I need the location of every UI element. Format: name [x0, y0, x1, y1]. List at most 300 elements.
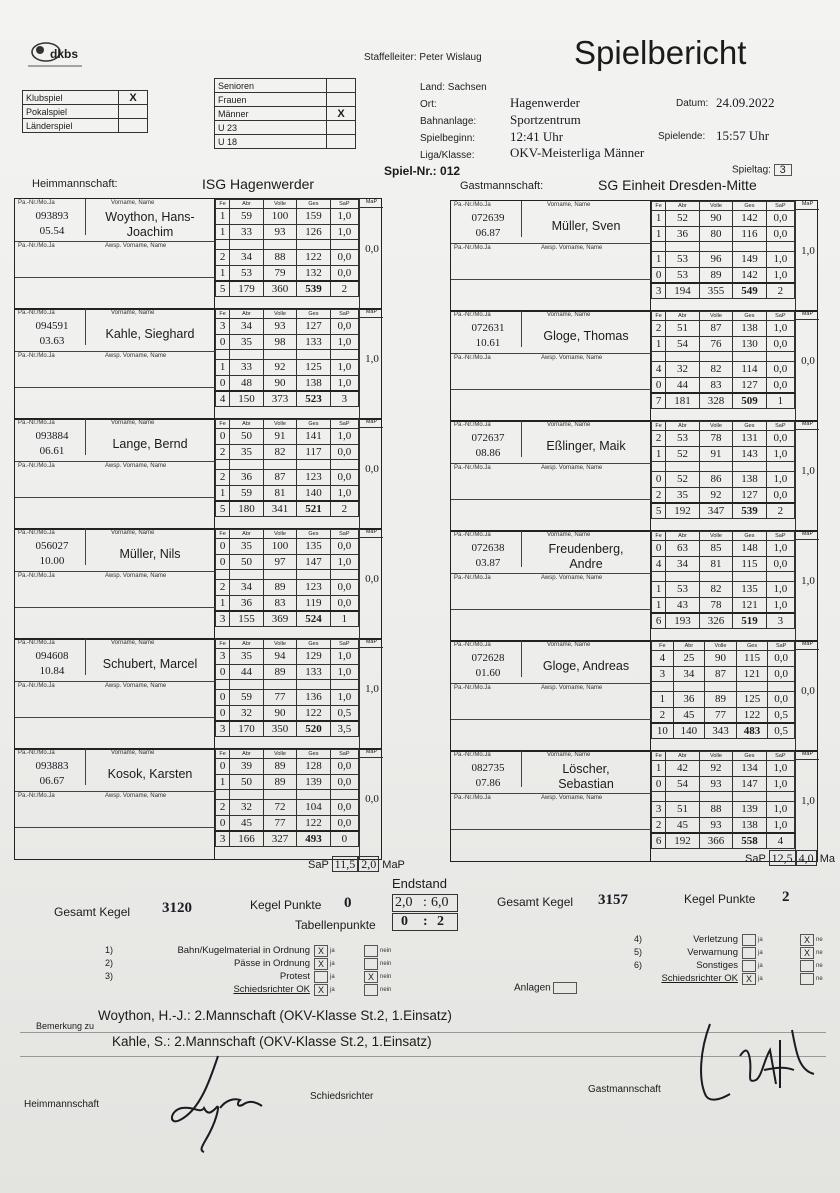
gast-label: Gastmannschaft: — [460, 180, 544, 192]
score-cell: 82 — [699, 362, 733, 378]
info-divider — [85, 529, 86, 565]
player-info — [451, 751, 651, 861]
info-rule — [451, 279, 651, 280]
score-header — [652, 532, 795, 541]
awsp-label: Awsp. Vorname, Name — [105, 243, 167, 249]
klasse-mark — [327, 79, 356, 93]
check-label: Schiedsrichter OK — [233, 984, 310, 995]
score-cell: 0,0 — [766, 226, 794, 242]
score-cell: 1 — [216, 209, 230, 225]
score-gap — [216, 350, 359, 360]
score-cell: 92 — [263, 360, 297, 376]
score-cell: 53 — [666, 267, 700, 283]
col-abr: Abr — [666, 752, 700, 761]
tabelle-box: 0 : 2 — [392, 913, 458, 931]
score-cell: 0 — [652, 472, 666, 488]
total-cell: 166 — [230, 831, 264, 847]
gap-cell — [263, 570, 297, 580]
score-cell: 0,0 — [766, 336, 794, 352]
score-cell: 126 — [297, 224, 331, 240]
gap-cell — [666, 352, 700, 362]
gap-cell — [263, 350, 297, 360]
score-header — [216, 310, 359, 319]
gap-cell — [766, 792, 794, 802]
gap-cell — [230, 460, 264, 470]
score-cell: 53 — [666, 431, 700, 447]
total-cell: 3 — [216, 611, 230, 627]
score-cell: 129 — [297, 649, 331, 665]
guest-gesamt-label: Gesamt Kegel — [497, 895, 574, 909]
player-info — [15, 309, 215, 419]
score-cell: 2 — [652, 487, 666, 503]
check-nein-box: X — [364, 971, 378, 983]
gap-cell — [733, 792, 767, 802]
score-cell: 3 — [216, 319, 230, 335]
klasse-row — [215, 135, 356, 149]
col-sap: SaP — [330, 200, 358, 209]
col-volle: Volle — [699, 532, 733, 541]
player-info — [15, 419, 215, 529]
player-date: 06.87 — [475, 227, 501, 239]
check-ja-box — [742, 960, 756, 972]
gap-cell — [705, 682, 737, 692]
score-cell: 143 — [733, 446, 767, 462]
col-sap: SaP — [330, 420, 358, 429]
score-total — [652, 723, 795, 739]
total-cell: 4 — [766, 833, 794, 849]
score-row — [652, 226, 795, 242]
pass-label: Pa.-Nr./Mo.Ja — [454, 422, 491, 428]
score-cell: 100 — [263, 539, 297, 555]
score-table — [651, 421, 819, 531]
bemerkung-line-2: Kahle, S.: 2.Mannschaft (OKV-Klasse St.2, 1.Einsatz) — [112, 1034, 432, 1049]
info-rule — [451, 719, 651, 720]
player-block — [14, 418, 382, 530]
liga-label: Liga/Klasse: — [420, 150, 475, 161]
total-cell: 366 — [699, 833, 733, 849]
pass-label: Pa.-Nr./Mo.Ja — [18, 640, 55, 646]
score-cell: 121 — [736, 666, 768, 682]
player-id: 094608 — [35, 650, 69, 662]
col-volle: Volle — [699, 202, 733, 211]
info-divider — [521, 421, 522, 457]
score-cell: 35 — [230, 649, 264, 665]
player-name: Löscher, — [562, 762, 610, 776]
map-column — [795, 751, 819, 861]
klasse-label: Frauen — [215, 93, 327, 107]
check-ja-box — [742, 934, 756, 946]
score-table — [651, 641, 819, 751]
pass-label-2: Pa.-Nr./Mo.Ja — [454, 245, 491, 251]
score-cell: 33 — [230, 360, 264, 376]
gap-cell — [297, 240, 331, 250]
home-gesamt-label: Gesamt Kegel — [54, 905, 131, 919]
gap-cell — [673, 682, 705, 692]
score-row — [216, 595, 359, 611]
score-cell: 1,0 — [766, 252, 794, 268]
awsp-label: Awsp. Vorname, Name — [105, 463, 167, 469]
col-fe: Fe — [652, 642, 674, 651]
total-cell: 4 — [216, 391, 230, 407]
score-cell: 59 — [230, 690, 264, 706]
player-name-2: Sebastian — [558, 777, 614, 791]
total-cell: 483 — [736, 723, 768, 739]
map-header: MaP — [360, 309, 383, 318]
gap-cell — [652, 572, 666, 582]
info-rule — [451, 683, 651, 684]
score-cell: 1,0 — [330, 334, 358, 350]
col-ges: Ges — [733, 312, 767, 321]
check-nein-box — [364, 945, 378, 957]
col-sap: SaP — [330, 310, 358, 319]
score-cell: 0,0 — [330, 470, 358, 486]
score-cell: 0,0 — [330, 250, 358, 266]
vorname-label: Vorname, Name — [547, 642, 591, 648]
score-cell: 125 — [736, 692, 768, 708]
score-cell: 122 — [297, 815, 331, 831]
total-cell: 2 — [330, 281, 358, 297]
bahn-value: Sportzentrum — [510, 112, 581, 127]
gap-cell — [330, 460, 358, 470]
score-row — [216, 649, 359, 665]
score-table — [651, 311, 819, 421]
score-cell: 59 — [230, 209, 264, 225]
map-value: 0,0 — [365, 463, 379, 475]
score-table — [651, 751, 819, 861]
vorname-label: Vorname, Name — [547, 422, 591, 428]
score-gap — [652, 572, 795, 582]
score-cell: 1,0 — [330, 485, 358, 501]
pass-label: Pa.-Nr./Mo.Ja — [454, 532, 491, 538]
score-cell: 1 — [216, 595, 230, 611]
score-cell: 1 — [216, 485, 230, 501]
map-value: 1,0 — [365, 683, 379, 695]
score-row — [216, 485, 359, 501]
score-cell: 52 — [666, 472, 700, 488]
score-cell: 77 — [263, 815, 297, 831]
total-cell: 343 — [705, 723, 737, 739]
score-gap — [652, 682, 795, 692]
page-title: Spielbericht — [574, 34, 747, 71]
score-cell: 89 — [263, 774, 297, 790]
klasse-mark — [327, 135, 356, 149]
col-abr: Abr — [666, 202, 700, 211]
col-fe: Fe — [652, 752, 666, 761]
col-abr: Abr — [230, 750, 264, 759]
col-abr: Abr — [673, 642, 705, 651]
score-cell: 1,0 — [766, 321, 794, 337]
player-id: 072639 — [471, 212, 505, 224]
pass-label: Pa.-Nr./Mo.Ja — [454, 202, 491, 208]
score-cell: 147 — [297, 554, 331, 570]
gap-cell — [216, 680, 230, 690]
score-cell: 45 — [230, 815, 264, 831]
player-id: 072637 — [471, 432, 505, 444]
col-ges: Ges — [297, 530, 331, 539]
score-cell: 0,0 — [768, 692, 795, 708]
gap-cell — [230, 570, 264, 580]
player-info — [451, 531, 651, 641]
score-total — [216, 611, 359, 627]
score-cell: 0,0 — [766, 377, 794, 393]
gap-cell — [766, 572, 794, 582]
spielart-table — [22, 90, 148, 133]
score-cell: 48 — [230, 375, 264, 391]
check-label: Schiedsrichter OK — [661, 973, 738, 984]
check-nein-box — [364, 958, 378, 970]
spielart-row — [23, 105, 148, 119]
score-cell: 130 — [733, 336, 767, 352]
check-label: Bahn/Kugelmaterial in Ordnung — [177, 945, 310, 956]
ja-label: ja — [758, 963, 763, 969]
score-cell: 1,0 — [766, 817, 794, 833]
awsp-label: Awsp. Vorname, Name — [105, 573, 167, 579]
score-cell: 138 — [297, 375, 331, 391]
check-num: 4) — [634, 934, 643, 944]
score-cell: 25 — [673, 651, 705, 667]
score-table — [215, 749, 383, 859]
score-cell: 52 — [666, 211, 700, 227]
score-row — [216, 444, 359, 460]
score-cell: 89 — [263, 664, 297, 680]
total-cell: 327 — [263, 831, 297, 847]
score-cell: 96 — [699, 252, 733, 268]
check-num: 3) — [105, 971, 114, 981]
check-nein-box — [800, 960, 814, 972]
gap-cell — [766, 242, 794, 252]
pass-label-2: Pa.-Nr./Mo.Ja — [18, 683, 55, 689]
score-cell: 1,0 — [766, 597, 794, 613]
ja-label: ja — [758, 976, 763, 982]
vorname-label: Vorname, Name — [547, 312, 591, 318]
score-cell: 36 — [673, 692, 705, 708]
beginn-value: 12:41 Uhr — [510, 129, 564, 144]
score-table — [215, 309, 383, 419]
gap-cell — [733, 242, 767, 252]
info-rule — [15, 497, 215, 498]
score-row — [652, 541, 795, 557]
pass-label: Pa.-Nr./Mo.Ja — [18, 530, 55, 536]
score-row — [216, 250, 359, 266]
gap-cell — [297, 790, 331, 800]
score-cell: 148 — [733, 541, 767, 557]
player-date: 01.60 — [475, 667, 501, 679]
score-cell: 1 — [216, 265, 230, 281]
score-cell: 2 — [652, 817, 666, 833]
info-rule — [15, 607, 215, 608]
score-cell: 78 — [699, 431, 733, 447]
info-rule — [15, 571, 215, 572]
score-cell: 91 — [699, 446, 733, 462]
score-cell: 0 — [216, 375, 230, 391]
score-cell: 1 — [652, 336, 666, 352]
score-row — [652, 666, 795, 682]
player-block — [450, 420, 818, 532]
info-divider — [521, 201, 522, 237]
score-cell: 0 — [216, 690, 230, 706]
col-ges: Ges — [733, 532, 767, 541]
player-name-2: Joachim — [126, 225, 174, 239]
datum-label: Datum: — [676, 98, 709, 109]
info-rule — [451, 573, 651, 574]
gap-cell — [733, 462, 767, 472]
total-cell: 7 — [652, 393, 666, 409]
score-cell: 87 — [263, 470, 297, 486]
score-cell: 35 — [230, 444, 264, 460]
score-cell: 1,0 — [766, 267, 794, 283]
player-block — [450, 310, 818, 422]
ende-label: Spielende: — [658, 131, 706, 142]
gap-cell — [666, 462, 700, 472]
score-cell: 98 — [263, 334, 297, 350]
spielnr: Spiel-Nr.: 012 — [384, 164, 461, 178]
score-row — [216, 360, 359, 376]
ort-label: Ort: — [420, 99, 437, 110]
map-value: 1,0 — [801, 245, 815, 257]
info-divider — [521, 531, 522, 567]
score-gap — [216, 790, 359, 800]
gap-cell — [216, 570, 230, 580]
score-cell: 115 — [733, 556, 767, 572]
col-volle: Volle — [699, 312, 733, 321]
score-cell: 1,0 — [766, 761, 794, 777]
score-cell: 147 — [733, 776, 767, 792]
check-num: 6) — [634, 960, 643, 970]
score-cell: 1 — [652, 761, 666, 777]
total-cell: 2 — [766, 503, 794, 519]
check-num: 2) — [105, 958, 114, 968]
score-cell: 90 — [699, 211, 733, 227]
vorname-label: Vorname, Name — [547, 202, 591, 208]
col-sap: SaP — [766, 532, 794, 541]
score-cell: 133 — [297, 334, 331, 350]
score-cell: 138 — [733, 321, 767, 337]
score-cell: 132 — [297, 265, 331, 281]
nein-label: nein — [380, 987, 392, 993]
pass-label-2: Pa.-Nr./Mo.Ja — [18, 573, 55, 579]
total-cell: 0,5 — [768, 723, 795, 739]
score-cell: 135 — [733, 582, 767, 598]
info-rule — [15, 277, 215, 278]
total-cell: 539 — [297, 281, 331, 297]
score-cell: 4 — [652, 556, 666, 572]
score-cell: 0,0 — [766, 362, 794, 378]
info-divider — [85, 309, 86, 345]
total-cell: 2 — [766, 283, 794, 299]
score-cell: 0,0 — [766, 211, 794, 227]
total-cell: 524 — [297, 611, 331, 627]
player-info — [15, 749, 215, 859]
score-cell: 1,0 — [330, 690, 358, 706]
player-info — [451, 311, 651, 421]
col-abr: Abr — [666, 422, 700, 431]
col-ges: Ges — [297, 200, 331, 209]
ende-value: 15:57 Uhr — [716, 128, 770, 143]
vorname-label: Vorname, Name — [111, 420, 155, 426]
score-row — [216, 319, 359, 335]
player-info — [451, 201, 651, 311]
spielart-row — [23, 91, 148, 105]
score-cell: 87 — [705, 666, 737, 682]
score-cell: 1,0 — [766, 582, 794, 598]
map-header: MaP — [360, 639, 383, 648]
total-cell: 180 — [230, 501, 264, 517]
score-table — [215, 199, 383, 309]
pass-label: Pa.-Nr./Mo.Ja — [454, 642, 491, 648]
score-cell: 136 — [297, 690, 331, 706]
score-cell: 89 — [263, 580, 297, 596]
awsp-label: Awsp. Vorname, Name — [541, 795, 603, 801]
score-row — [652, 776, 795, 792]
score-grid — [651, 311, 795, 409]
gap-cell — [733, 572, 767, 582]
gap-cell — [330, 570, 358, 580]
total-cell: 1 — [330, 611, 358, 627]
score-header — [216, 420, 359, 429]
col-sap: SaP — [330, 640, 358, 649]
gap-cell — [652, 352, 666, 362]
info-divider — [85, 749, 86, 785]
score-row — [652, 651, 795, 667]
total-cell: 347 — [699, 503, 733, 519]
check-label: Protest — [279, 971, 310, 982]
bahn-label: Bahnanlage: — [420, 116, 477, 127]
score-total — [216, 501, 359, 517]
score-cell: 2 — [216, 444, 230, 460]
score-cell: 54 — [666, 776, 700, 792]
score-row — [216, 429, 359, 445]
player-block — [450, 530, 818, 642]
awsp-label: Awsp. Vorname, Name — [541, 685, 603, 691]
map-value: 0,0 — [365, 573, 379, 585]
total-cell: 360 — [263, 281, 297, 297]
player-name: Gloge, Andreas — [542, 659, 630, 673]
nein-label: ne — [816, 976, 823, 982]
awsp-label: Awsp. Vorname, Name — [541, 245, 603, 251]
total-cell: 558 — [733, 833, 767, 849]
player-name: Schubert, Marcel — [102, 657, 198, 671]
total-cell: 355 — [699, 283, 733, 299]
klasse-mark — [327, 121, 356, 135]
pass-label: Pa.-Nr./Mo.Ja — [18, 750, 55, 756]
score-cell: 1 — [652, 692, 674, 708]
awsp-label: Awsp. Vorname, Name — [105, 353, 167, 359]
score-cell: 117 — [297, 444, 331, 460]
score-cell: 72 — [263, 800, 297, 816]
klasse-label: U 23 — [215, 121, 327, 135]
player-name-2: Andre — [569, 557, 603, 571]
score-cell: 135 — [297, 539, 331, 555]
score-cell: 0 — [216, 429, 230, 445]
score-total — [652, 393, 795, 409]
score-cell: 80 — [699, 226, 733, 242]
col-ges: Ges — [736, 642, 768, 651]
score-row — [652, 362, 795, 378]
score-row — [216, 800, 359, 816]
gap-cell — [297, 570, 331, 580]
info-divider — [85, 419, 86, 455]
total-cell: 549 — [733, 283, 767, 299]
total-cell: 6 — [652, 613, 666, 629]
col-abr: Abr — [230, 420, 264, 429]
player-info — [15, 639, 215, 749]
score-cell: 34 — [230, 250, 264, 266]
spielart-mark: X — [119, 91, 148, 105]
total-cell: 192 — [666, 833, 700, 849]
score-cell: 50 — [230, 554, 264, 570]
score-total — [216, 391, 359, 407]
score-cell: 1,0 — [330, 375, 358, 391]
